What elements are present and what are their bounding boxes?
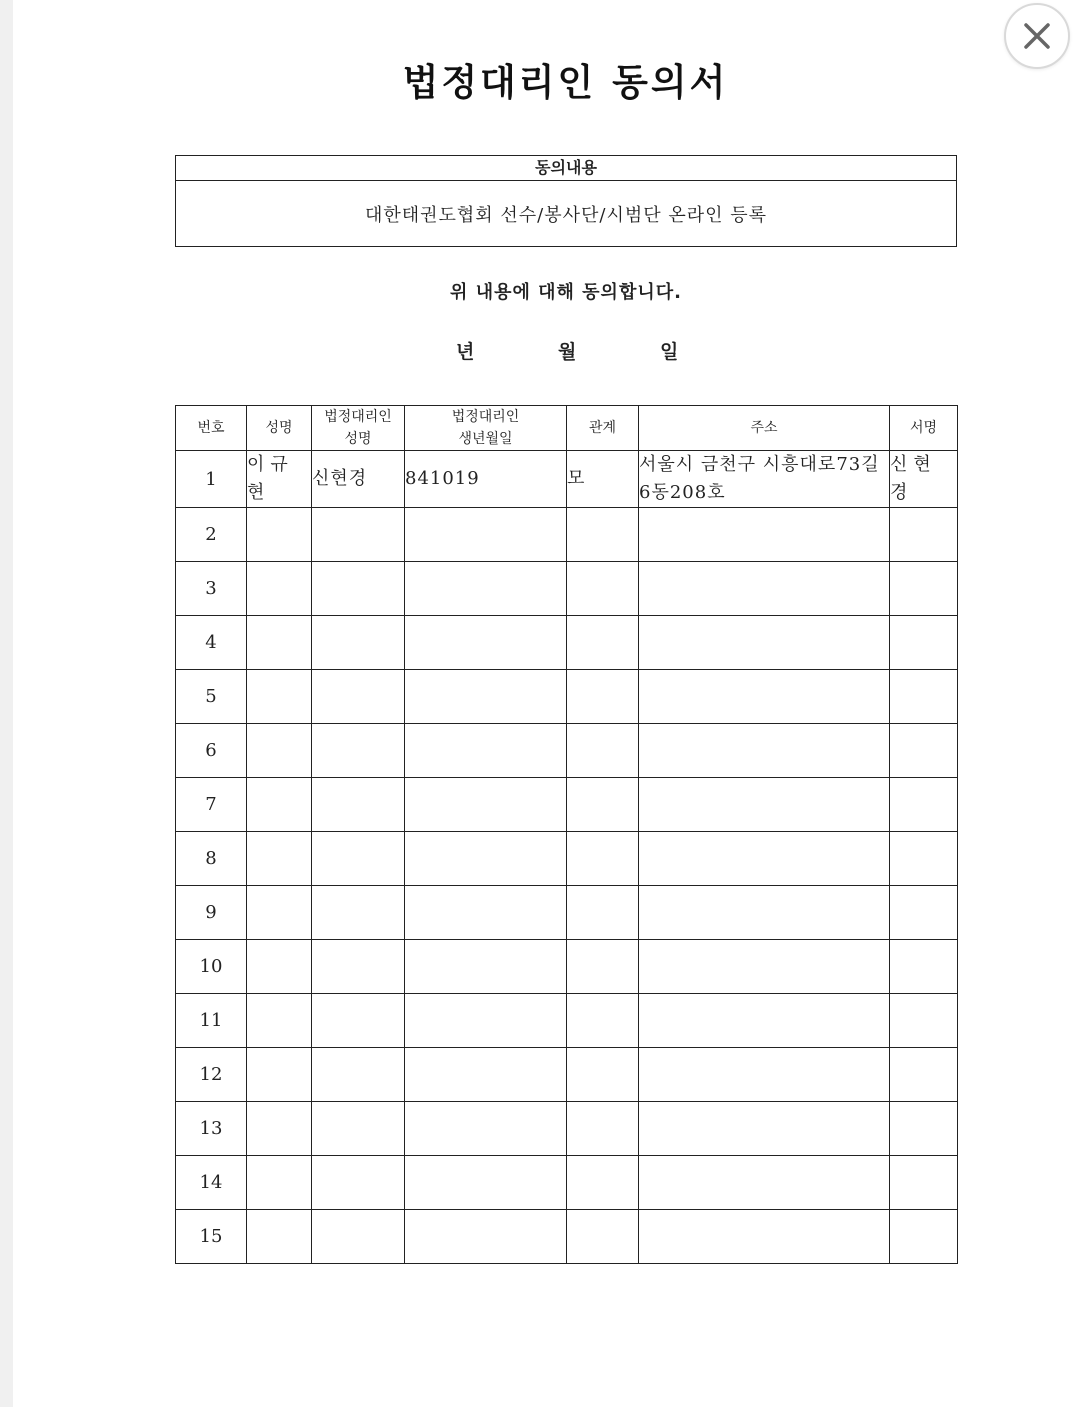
header-no: 번호 <box>176 406 247 451</box>
table-header-row <box>176 406 958 451</box>
cell-signature <box>890 616 958 670</box>
cell-signature <box>890 886 958 940</box>
cell-address <box>639 1102 890 1156</box>
cell-name <box>247 562 312 616</box>
table-row <box>176 451 958 508</box>
table-row <box>176 778 958 832</box>
cell-address <box>639 1048 890 1102</box>
cell-guardian-birth <box>405 1210 567 1264</box>
cell-no: 13 <box>176 1102 247 1156</box>
cell-guardian-name <box>312 1102 405 1156</box>
cell-no: 14 <box>176 1156 247 1210</box>
cell-guardian-birth <box>405 562 567 616</box>
cell-address <box>639 616 890 670</box>
cell-no: 4 <box>176 616 247 670</box>
cell-no: 5 <box>176 670 247 724</box>
cell-relation <box>567 1102 639 1156</box>
page-title: 법정대리인 동의서 <box>402 61 729 104</box>
cell-signature <box>890 724 958 778</box>
cell-guardian-birth <box>405 724 567 778</box>
table-row <box>176 616 958 670</box>
cell-relation <box>567 778 639 832</box>
cell-guardian-name: 신현경 <box>312 451 405 508</box>
cell-guardian-birth <box>405 1048 567 1102</box>
date-month-label: 월 <box>558 341 577 363</box>
table-row <box>176 886 958 940</box>
cell-guardian-name <box>312 886 405 940</box>
table-row <box>176 940 958 994</box>
cell-relation <box>567 1156 639 1210</box>
table-row <box>176 1210 958 1264</box>
cell-no: 3 <box>176 562 247 616</box>
cell-name <box>247 886 312 940</box>
cell-guardian-birth <box>405 994 567 1048</box>
cell-no: 12 <box>176 1048 247 1102</box>
cell-name <box>247 1102 312 1156</box>
cell-guardian-birth <box>405 616 567 670</box>
cell-no: 1 <box>176 451 247 508</box>
cell-signature <box>890 994 958 1048</box>
cell-guardian-birth <box>405 778 567 832</box>
cell-guardian-birth <box>405 670 567 724</box>
date-day-label: 일 <box>660 341 679 363</box>
cell-address: 서울시 금천구 시흥대로73길 6동208호 <box>639 451 890 508</box>
cell-name <box>247 994 312 1048</box>
cell-guardian-name <box>312 940 405 994</box>
cell-no: 11 <box>176 994 247 1048</box>
cell-guardian-birth <box>405 1102 567 1156</box>
cell-guardian-name <box>312 1048 405 1102</box>
cell-guardian-birth <box>405 508 567 562</box>
cell-address <box>639 778 890 832</box>
cell-guardian-birth <box>405 940 567 994</box>
cell-relation <box>567 1048 639 1102</box>
cell-guardian-name <box>312 508 405 562</box>
date-year-label: 년 <box>456 341 475 363</box>
cell-address <box>639 994 890 1048</box>
cell-relation <box>567 562 639 616</box>
table-row <box>176 832 958 886</box>
cell-relation <box>567 508 639 562</box>
cell-guardian-birth <box>405 886 567 940</box>
cell-address <box>639 724 890 778</box>
cell-guardian-name <box>312 832 405 886</box>
cell-address <box>639 886 890 940</box>
cell-guardian-birth <box>405 1156 567 1210</box>
cell-signature <box>890 832 958 886</box>
cell-guardian-name <box>312 670 405 724</box>
cell-relation <box>567 994 639 1048</box>
close-icon <box>1023 22 1051 50</box>
table-row <box>176 562 958 616</box>
cell-name <box>247 724 312 778</box>
cell-relation <box>567 670 639 724</box>
cell-name <box>247 616 312 670</box>
header-guardian-name: 법정대리인 성명 <box>312 406 405 451</box>
cell-name <box>247 508 312 562</box>
cell-signature <box>890 670 958 724</box>
table-row <box>176 1048 958 1102</box>
cell-guardian-name <box>312 778 405 832</box>
guardian-table <box>175 405 958 1264</box>
cell-relation <box>567 724 639 778</box>
cell-relation: 모 <box>567 451 639 508</box>
consent-box <box>175 155 957 247</box>
cell-name <box>247 940 312 994</box>
header-relation: 관계 <box>567 406 639 451</box>
cell-signature: 신현경 <box>890 451 958 508</box>
cell-no: 6 <box>176 724 247 778</box>
table-row <box>176 508 958 562</box>
cell-guardian-name <box>312 616 405 670</box>
cell-address <box>639 1210 890 1264</box>
cell-no: 7 <box>176 778 247 832</box>
table-row <box>176 1102 958 1156</box>
cell-address <box>639 1156 890 1210</box>
cell-guardian-birth: 841019 <box>405 451 567 508</box>
table-row <box>176 1156 958 1210</box>
cell-name <box>247 778 312 832</box>
cell-guardian-name <box>312 1210 405 1264</box>
cell-signature <box>890 778 958 832</box>
cell-name <box>247 670 312 724</box>
cell-guardian-name <box>312 1156 405 1210</box>
header-name: 성명 <box>247 406 312 451</box>
cell-relation <box>567 886 639 940</box>
cell-signature <box>890 940 958 994</box>
cell-no: 9 <box>176 886 247 940</box>
cell-no: 8 <box>176 832 247 886</box>
cell-signature <box>890 1102 958 1156</box>
cell-name <box>247 1156 312 1210</box>
cell-guardian-birth <box>405 832 567 886</box>
cell-address <box>639 940 890 994</box>
agree-statement: 위 내용에 대해 동의합니다. <box>450 282 682 303</box>
cell-name <box>247 832 312 886</box>
cell-guardian-name <box>312 994 405 1048</box>
cell-guardian-name <box>312 724 405 778</box>
cell-signature <box>890 508 958 562</box>
cell-signature <box>890 1210 958 1264</box>
cell-name <box>247 1210 312 1264</box>
cell-no: 15 <box>176 1210 247 1264</box>
cell-address <box>639 508 890 562</box>
cell-no: 2 <box>176 508 247 562</box>
table-row <box>176 994 958 1048</box>
cell-guardian-name <box>312 562 405 616</box>
consent-header: 동의내용 <box>176 156 956 181</box>
header-signature: 서명 <box>890 406 958 451</box>
cell-name: 이규현 <box>247 451 312 508</box>
cell-signature <box>890 562 958 616</box>
consent-content: 대한태권도협회 선수/봉사단/시범단 온라인 등록 <box>364 205 768 226</box>
cell-address <box>639 832 890 886</box>
cell-signature <box>890 1156 958 1210</box>
header-address: 주소 <box>639 406 890 451</box>
cell-no: 10 <box>176 940 247 994</box>
table-row <box>176 724 958 778</box>
cell-address <box>639 670 890 724</box>
cell-relation <box>567 832 639 886</box>
table-row <box>176 670 958 724</box>
header-guardian-birth: 법정대리인 생년월일 <box>405 406 567 451</box>
cell-relation <box>567 940 639 994</box>
cell-signature <box>890 1048 958 1102</box>
cell-name <box>247 1048 312 1102</box>
cell-address <box>639 562 890 616</box>
cell-relation <box>567 616 639 670</box>
cell-relation <box>567 1210 639 1264</box>
